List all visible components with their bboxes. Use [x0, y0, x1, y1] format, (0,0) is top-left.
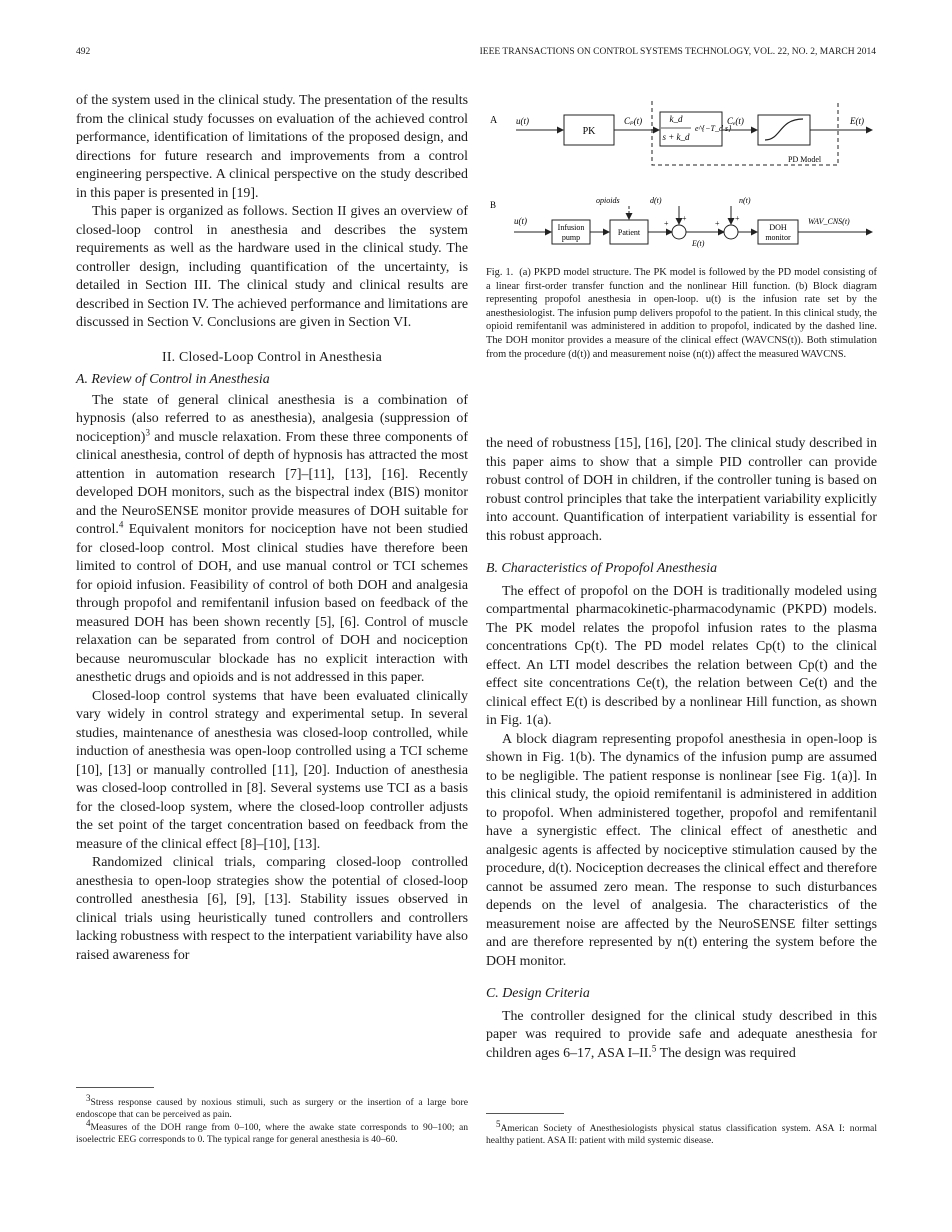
caption-label: Fig. 1.	[486, 267, 514, 278]
footnote: $^4$Measures of the DOH range from 0–100, where the awake state corresponds to 90–100; an isoelectric EEG corresponds to 0. The typical range for general anesthesia is 40–60.	[76, 1117, 468, 1145]
paragraph: the need of robustness [15], [16], [20]. The clinical study described in this paper aims to show that a simple PID controller can provide robust control of DOH in children, if the controller tuning is based on robust control principles that take the interpatient variability explicitly into account. Quantification of interpatient variability is essential for this robust approach.	[486, 436, 877, 544]
pk-label: PK	[582, 126, 596, 137]
footnote-ref: 5	[651, 1042, 657, 1053]
footnote: $^5$American Society of Anesthesiologists physical status classification system. ASA I: normal healthy patient. ASA II: patient with mild systemic disease.	[486, 1118, 877, 1146]
paragraph: This paper is organized as follows. Section II gives an overview of closed-loop control in anesthesia and describes the system requirements as well as the hardware used in the clinical study. The controller design, including quantification of the uncertainty, is detailed in Section III. The clinical study and clinical results are described in Section IV. The achieved performance and limitations are discussed in Section V. Conclusions are given in Section VI.	[76, 204, 468, 330]
figure-caption	[486, 266, 877, 361]
paragraph: A block diagram representing propofol anesthesia in open-loop is shown in Fig. 1(b). The dynamics of the infusion pump are assumed to be negligible. The patient response is nonlinear [see Fig. 1(a)]. In this clinical study, the opioid remifentanil is administered in addition to propofol. When administered together, propofol and remifentanil have a synergistic effect. The clinical effect of anesthetic and analgesic agents is affected by nociceptive stimulation caused by the procedure, d(t). Nociception decreases the clinical effect and therefore cannot be assumed zero mean. The response to such disturbances depends on the level of analgesia. The characteristics of the measurement noise are affected by the NeuroSENSE filter settings and are therefore represented by n(t) entering the system before the DOH monitor.	[486, 731, 877, 969]
tf-delay: e^{−T_d s}	[695, 124, 732, 133]
journal-title: IEEE TRANSACTIONS ON CONTROL SYSTEMS TECHNOLOGY, VOL. 22, NO. 2, MARCH 2014	[479, 47, 876, 57]
page-number: 492	[76, 47, 91, 57]
opioids-label: opioids	[596, 196, 620, 205]
pd-model-label: PD Model	[788, 155, 822, 164]
tf-numerator: k_d	[669, 114, 683, 124]
input-label: u(t)	[516, 116, 529, 126]
paragraph: The controller designed for the clinical study described in this paper was required to provide safe and adequate anesthesia for children ages 6–17, ASA I–II.$^5$ The design was required	[486, 1008, 877, 1061]
svg-text:+: +	[664, 219, 669, 228]
caption-text: (a) PKPD model structure. The PK model is followed by the PD model consisting of a linear first-order transfer function and the nonlinear Hill function. (b) Block diagram representing propofol anesthesia in open-loop. u(t) is the infusion rate set by the anesthesiologist. The infusion pump delivers propofol to the patient. In this clinical study, the opioid remifentanil was administered in addition to propofol, indicated by the dashed line. The DOH monitor provides a measure of the clinical effect (WAVCNS(t)). Both stimulation from the procedure (d(t)) and measurement noise (n(t)) affect the measured WAVCNS.	[486, 267, 877, 360]
effect-label-b: E(t)	[692, 239, 705, 248]
sum-junction-2	[724, 225, 738, 239]
doh-monitor-label: DOH	[769, 223, 787, 232]
subsection-heading: B. Characteristics of Propofol Anesthesia	[486, 561, 718, 576]
svg-text:+: +	[735, 214, 740, 223]
right-column	[486, 435, 877, 1063]
cp-label: Cₚ(t)	[624, 116, 643, 126]
left-column	[76, 92, 468, 965]
panel-label-a: A	[490, 115, 498, 126]
footnote: $^3$Stress response caused by noxious stimuli, such as surgery or the insertion of a large bore endoscope that can be perceived as pain.	[76, 1092, 468, 1120]
paragraph: The state of general clinical anesthesia is a combination of hypnosis (also referred to as anesthesia), analgesia (suppression of nociception)$^3$ and muscle relaxation. From these three components of clinical anesthesia, control of depth of hypnosis has attracted the most attention in automation research [7]–[11], [13], [16]. Recently developed DOH monitors, such as the bispectral index (BIS) monitor and the NeuroSENSE monitor provide measures of DOH suitable for control.$^4$ Equivalent monitors for nociception have not been studied for closed-loop control. Most clinical studies have therefore been limited to control of DOH, and use manual control or TCI schemes for opioid infusion. Feasibility of control of both DOH and analgesia through propofol and remifentanil infusion based on feedback of the measured DOH has been shown recently [5], [6]. Control of muscle relaxation can be separated from control of DOH and nociception because neuromuscular blockade has no explicit interaction with anesthetic drugs and opioids and is not addressed in this paper.	[76, 392, 468, 685]
footnotes-left	[76, 1092, 468, 1147]
tf-denominator: s + k_d	[662, 132, 690, 142]
subsection-heading: C. Design Criteria	[486, 986, 590, 1001]
footnote-rule	[76, 1087, 154, 1088]
paragraph: of the system used in the clinical study. The presentation of the results from the clinical study focusses on evaluation of the achieved control performance, identification of limitations of the proposed design, and directions for future research and improvements from a control engineering perspective. A clinical perspective on the study described in this paper is presented in [19].	[76, 93, 468, 201]
patient-label: Patient	[617, 228, 641, 237]
sum-junction-1	[672, 225, 686, 239]
panel-label-b: B	[490, 200, 497, 210]
doh-monitor-label: monitor	[765, 233, 791, 242]
wav-label: WAV_CNS(t)	[808, 217, 850, 226]
footnote-ref: 3	[145, 426, 150, 437]
paragraph: The effect of propofol on the DOH is traditionally modeled using compartmental pharmacokinetic-pharmacodynamic (PKPD) models. The PK model relates the propofol infusion rates to the plasma concentrations Cp(t). The PD model relates Cp(t) to the clinical effect. An LTI model describes the relation between Cp(t) and the effect site concentrations Ce(t), the relation between Ce(t) and the clinical effect E(t) is described by a nonlinear Hill function, as shown in Fig. 1(a).	[486, 583, 877, 728]
effect-label: E(t)	[850, 116, 864, 126]
section-heading: II. Closed-Loop Control in Anesthesia	[162, 349, 382, 365]
input-label-b: u(t)	[514, 216, 527, 226]
ce-label: Cₑ(t)	[727, 116, 744, 126]
infusion-pump-label: Infusion	[557, 223, 585, 232]
footnote-ref: 4	[118, 519, 124, 530]
paragraph: Randomized clinical trials, comparing closed-loop controlled anesthesia to open-loop strategies show the potential of closed-loop controlled anesthesia [6], [9], [13]. Stability issues observed in clinical trials using heuristically tuned controllers and controllers lacking robustness with respect to the interpatient variability have also raised awareness for	[76, 855, 468, 963]
noise-label: n(t)	[739, 196, 751, 205]
disturbance-label: d(t)	[650, 196, 662, 205]
svg-text:+: +	[715, 219, 720, 228]
footnotes-right	[486, 1118, 877, 1148]
footnote-rule	[486, 1113, 564, 1114]
svg-text:+: +	[682, 214, 687, 223]
infusion-pump-label: pump	[561, 233, 581, 242]
subsection-heading: A. Review of Control in Anesthesia	[76, 372, 270, 387]
figure-1	[486, 100, 877, 260]
paragraph: Closed-loop control systems that have been evaluated clinically vary widely in control strategy and experimental setup. In several studies, maintenance of anesthesia was closed-loop controlled, while induction of anesthesia was open-loop controlled using a TCI scheme [10], [13] or manually controlled [11], [20]. Induction of anesthesia was closed-loop controlled in [8]. Several systems use TCI as a basis for the closed-loop system, where the closed-loop controller adjusts the set point of the target concentration based on feedback from the measure of the clinical effect [8]–[10], [13].	[76, 688, 468, 852]
